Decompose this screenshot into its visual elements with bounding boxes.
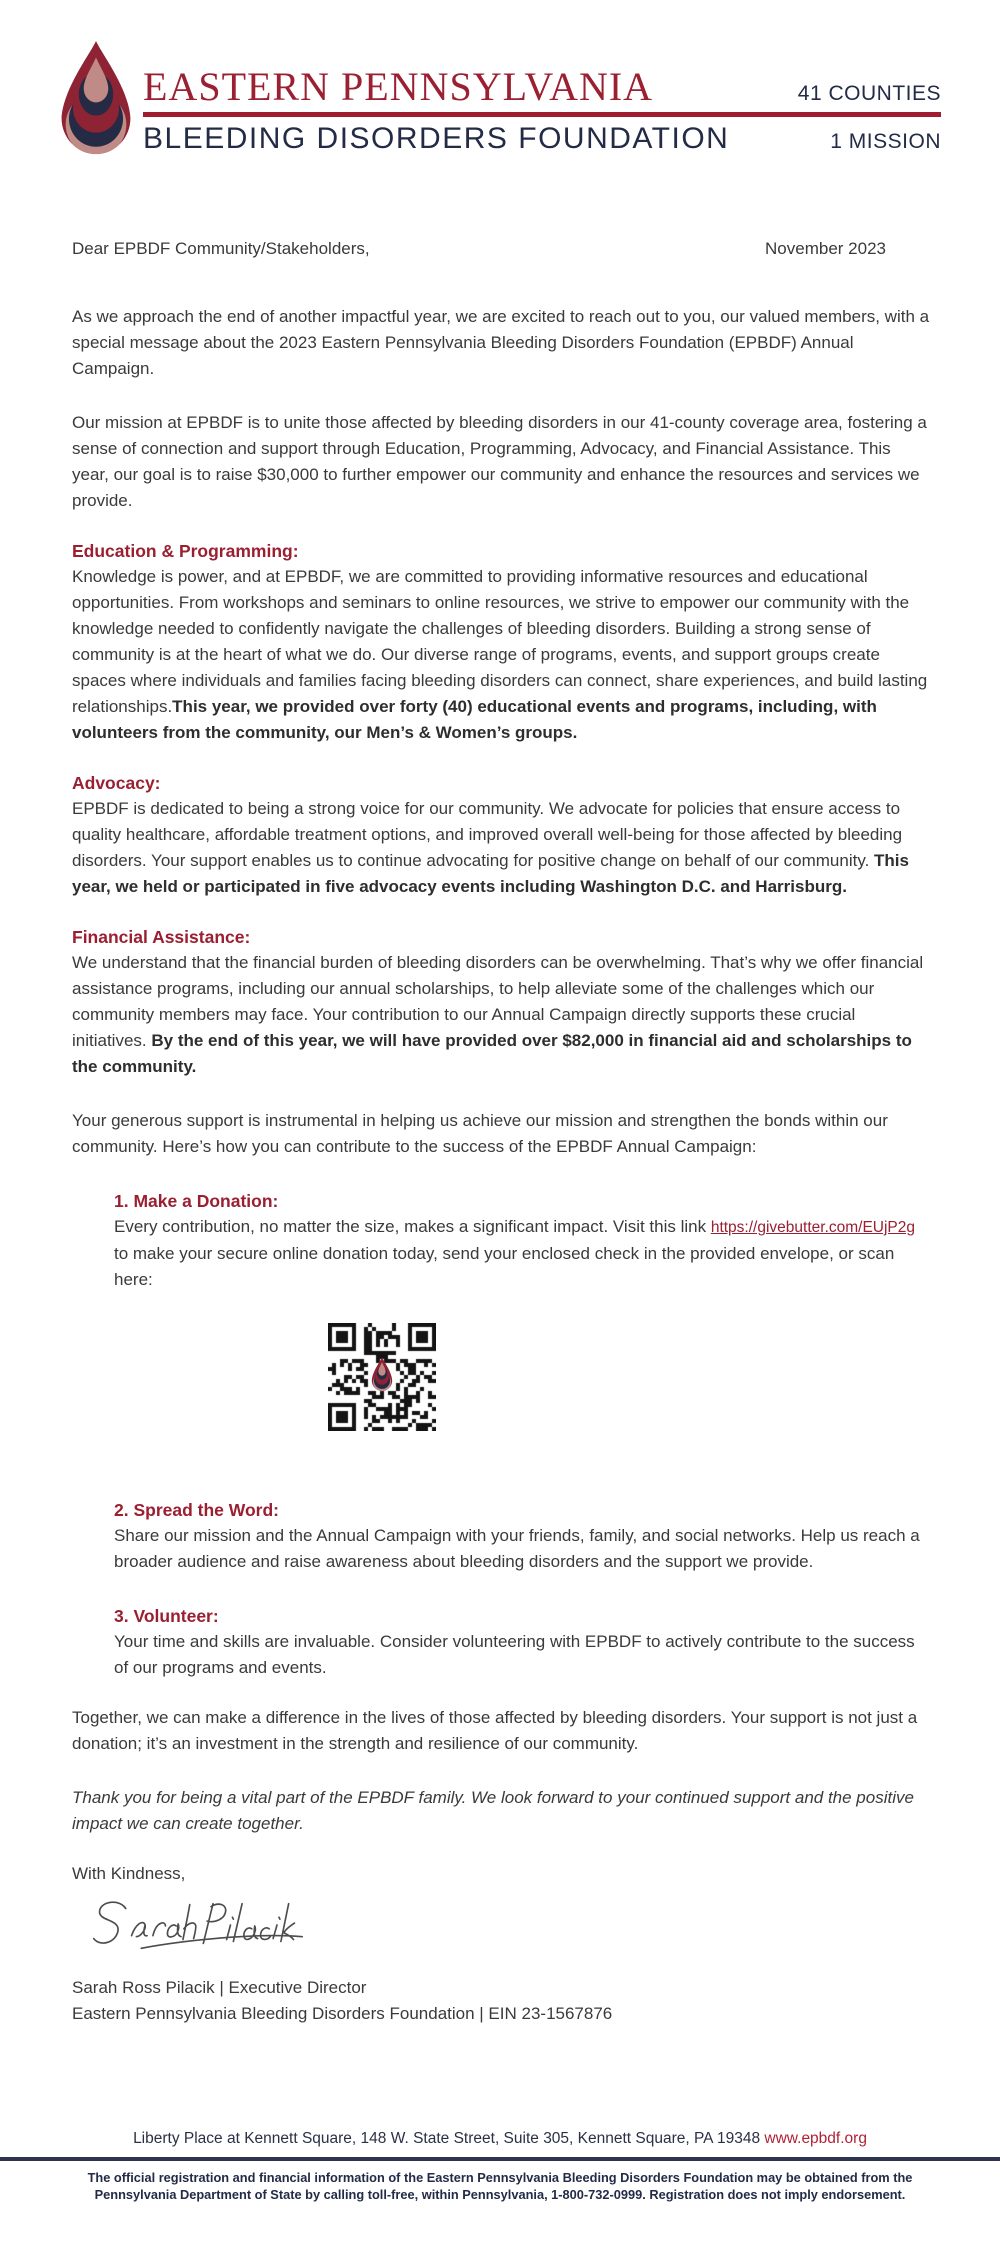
section-advocacy xyxy=(72,770,930,900)
section-financial-text: We understand that the financial burden of bleeding disorders can be overwhelming. That’s why we offer financial assistance programs, including our annual scholarships, to help alleviate some of the challenges which our community members may face. Your contribution to our Annual Campaign directly supports these crucial initiatives. xyxy=(72,953,924,1050)
way-spread-heading: 2. Spread the Word: xyxy=(114,1500,279,1520)
signoff: With Kindness, xyxy=(72,1864,186,1883)
section-education-heading: Education & Programming: xyxy=(72,541,299,561)
letter-date: November 2023 xyxy=(765,239,886,258)
org-subtitle: BLEEDING DISORDERS FOUNDATION xyxy=(143,122,730,155)
section-financial-body xyxy=(72,950,930,1080)
way-make-a-donation xyxy=(114,1188,930,1293)
disclaimer-line-1: The official registration and financial information of the Eastern Pennsylvania Bleeding Disorders Foundation may be obtained from the xyxy=(87,2170,913,2185)
way-volunteer xyxy=(114,1603,930,1681)
blood-drop-icon xyxy=(369,1357,395,1393)
section-education-text: Knowledge is power, and at EPBDF, we are committed to providing informative resources and educational opportunities. From workshops and seminars to online resources, we strive to empower our community with the knowledge needed to confidently navigate the challenges of bleeding disorders. Building a strong sense of community is at the heart of what we do. Our diverse range of programs, events, and support groups create spaces where individuals and families facing bleeding disorders can connect, share experiences, and build lasting relationships. xyxy=(72,567,928,716)
support-paragraph: Your generous support is instrumental in helping us achieve our mission and strengthen the bonds within our community. Here’s how you can contribute to the success of the EPBDF Annual Campaign: xyxy=(72,1111,888,1156)
footer-address: Liberty Place at Kennett Square, 148 W. State Street, Suite 305, Kennett Square, PA 19348 xyxy=(133,2130,761,2147)
intro-paragraph-1: As we approach the end of another impactful year, we are excited to reach out to you, our valued members, with a special message about the 2023 Eastern Pennsylvania Bleeding Disorders Foundation (EPBDF) Annual Campaign. xyxy=(72,307,930,378)
signer-name-title: Sarah Ross Pilacik | Executive Director xyxy=(72,1978,367,1997)
section-education xyxy=(72,538,930,746)
letterhead xyxy=(0,0,1000,162)
footer-divider xyxy=(0,2157,1000,2161)
section-advocacy-body xyxy=(72,796,930,900)
website-link[interactable]: www.epbdf.org xyxy=(764,2130,867,2147)
section-advocacy-bold-text: This year, we held or participated in five advocacy events including Washington D.C. and Harrisburg. xyxy=(72,851,909,896)
donation-link[interactable]: https://givebutter.com/EUjP2g xyxy=(710,1219,916,1236)
section-financial-bold-text: By the end of this year, we will have provided over $82,000 in financial aid and scholarships to the community. xyxy=(72,1031,912,1076)
closing-paragraph-2: Thank you for being a vital part of the EPBDF family. We look forward to your continued support and the positive impact we can create together. xyxy=(72,1788,914,1833)
way-donation-text-pre: Every contribution, no matter the size, makes a significant impact. Visit this link xyxy=(114,1217,711,1236)
intro-paragraph-2: Our mission at EPBDF is to unite those affected by bleeding disorders in our 41-county coverage area, fostering a sense of connection and support through Education, Programming, Advocacy, and Financial Assistance. This year, our goal is to raise $30,000 to further empower our community and enhance the resources and services we provide. xyxy=(72,413,927,510)
way-volunteer-body: Your time and skills are invaluable. Consider volunteering with EPBDF to actively contribute to the success of our programs and events. xyxy=(114,1632,915,1677)
tagline-counties: 41 COUNTIES xyxy=(797,82,941,105)
way-spread-body: Share our mission and the Annual Campaign with your friends, family, and social networks. Help us reach a broader audience and raise awareness about bleeding disorders and the support we provide. xyxy=(114,1526,920,1571)
blood-drop-logo xyxy=(55,38,137,162)
signature-image xyxy=(90,1893,305,1957)
disclaimer-line-2: Pennsylvania Department of State by calling toll-free, within Pennsylvania, 1-800-732-0999. Registration does not imply endorsement. xyxy=(94,2187,906,2202)
way-spread-the-word xyxy=(114,1497,930,1575)
org-title: EASTERN PENNSYLVANIA xyxy=(143,64,654,109)
way-donation-body xyxy=(114,1214,930,1293)
header-divider xyxy=(143,112,941,117)
way-donation-heading: 1. Make a Donation: xyxy=(114,1191,279,1211)
section-advocacy-text: EPBDF is dedicated to being a strong voice for our community. We advocate for policies that ensure access to quality healthcare, affordable treatment options, and improved overall well-being for those affected by bleeding disorders. Your support enables us to continue advocating for positive change on behalf of our community. xyxy=(72,799,903,870)
salutation: Dear EPBDF Community/Stakeholders, xyxy=(72,239,370,258)
donation-qr-code xyxy=(328,1323,436,1431)
way-donation-text-post: to make your secure online donation today, send your enclosed check in the provided envelope, or scan here: xyxy=(114,1244,895,1289)
section-education-body xyxy=(72,564,930,746)
way-volunteer-heading: 3. Volunteer: xyxy=(114,1606,219,1626)
section-financial xyxy=(72,924,930,1080)
section-advocacy-heading: Advocacy: xyxy=(72,773,161,793)
letter-body xyxy=(0,236,1000,2027)
section-education-bold-text: This year, we provided over forty (40) educational events and programs, including, with volunteers from the community, our Men’s & Women’s groups. xyxy=(72,697,877,742)
closing-paragraph-1: Together, we can make a difference in the lives of those affected by bleeding disorders. Your support is not just a donation; it’s an investment in the strength and resilience of our community. xyxy=(72,1708,918,1753)
signer-org-ein: Eastern Pennsylvania Bleeding Disorders Foundation | EIN 23-1567876 xyxy=(72,2004,613,2023)
tagline-mission: 1 MISSION xyxy=(830,130,941,153)
page-footer xyxy=(0,2128,1000,2203)
section-financial-heading: Financial Assistance: xyxy=(72,927,251,947)
